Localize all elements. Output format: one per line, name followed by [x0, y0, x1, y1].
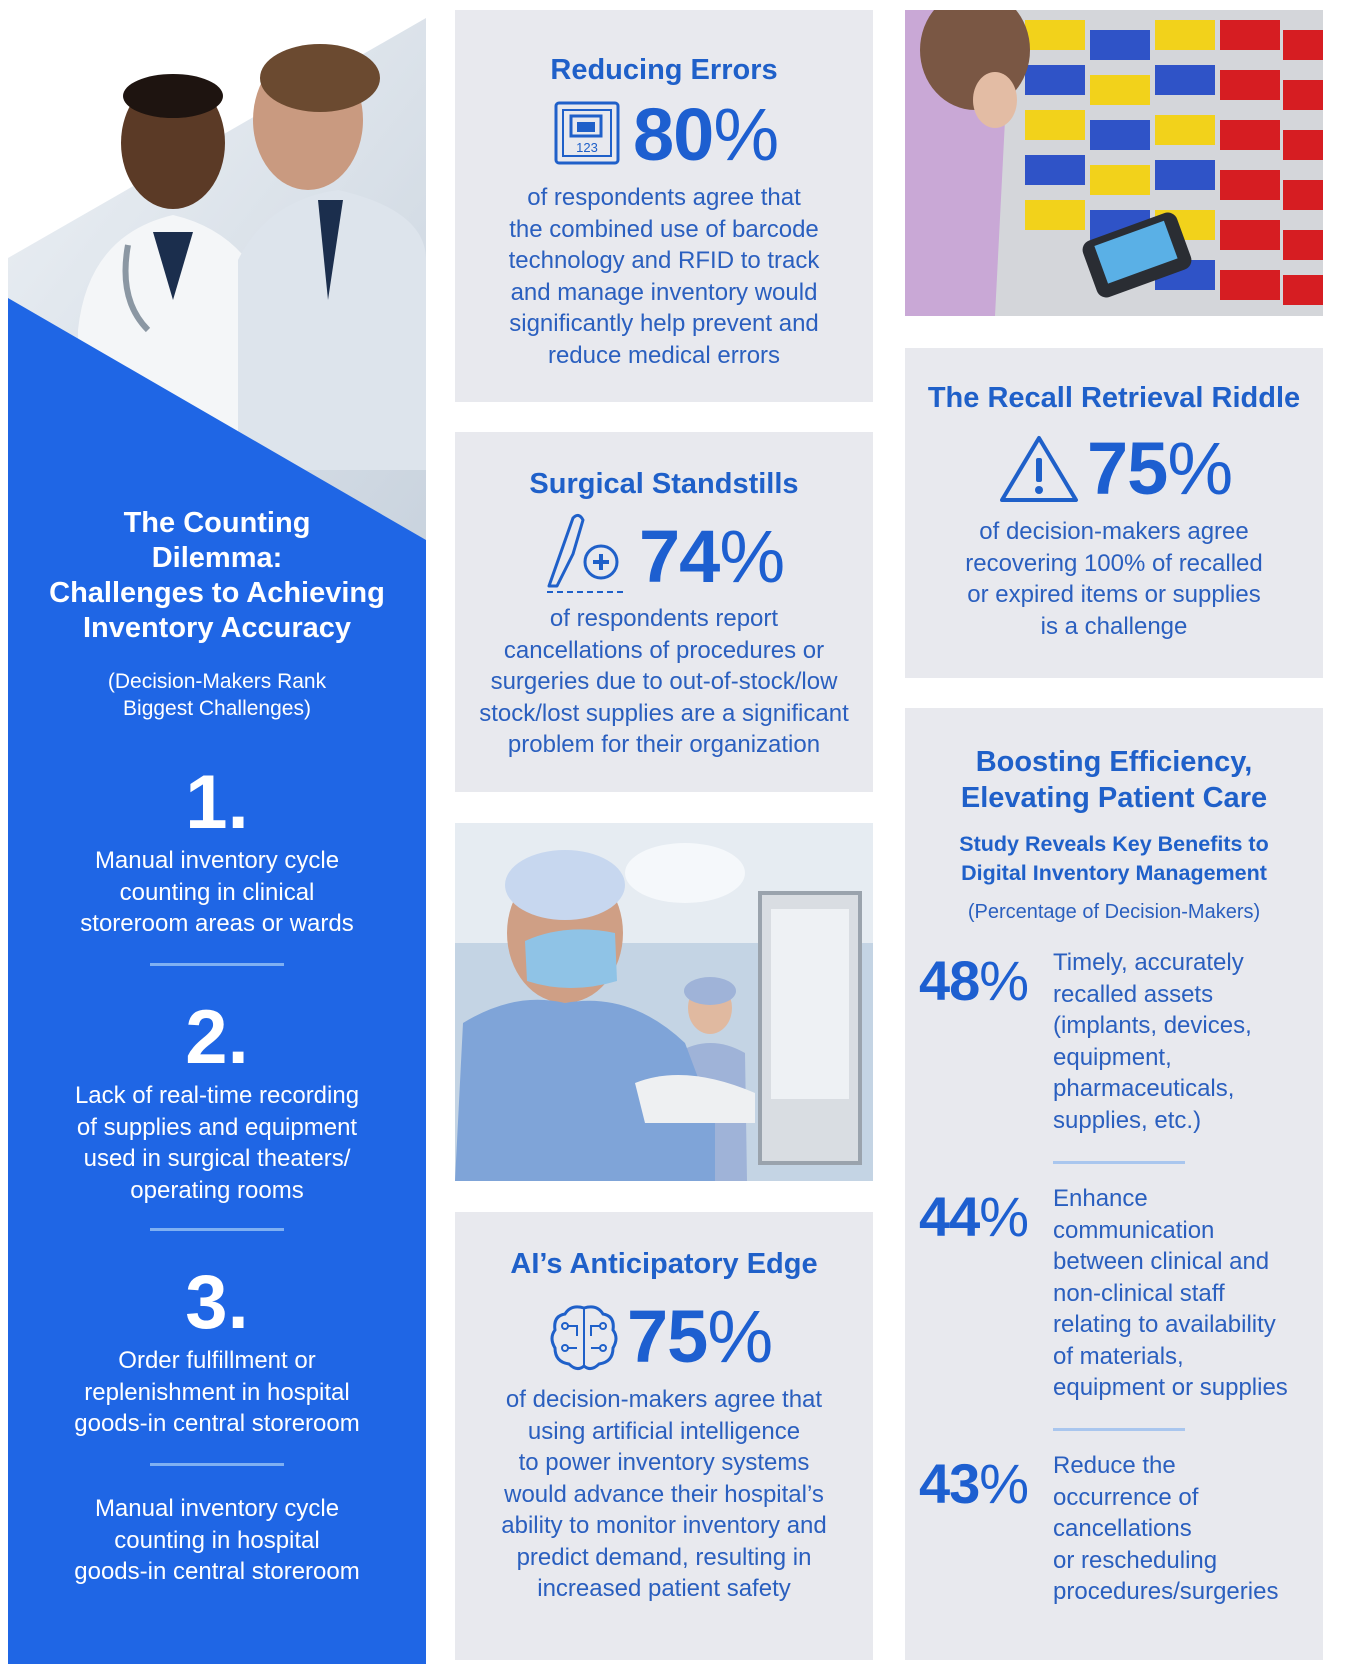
rank-3-text [28, 1345, 406, 1440]
benefit-line: procedures/surgeries [1053, 1578, 1279, 1605]
desc-line: ability to monitor inventory and [501, 1512, 827, 1539]
benefit-text [1053, 1183, 1313, 1404]
ai-description [455, 1384, 873, 1605]
errors-stat [633, 93, 779, 176]
benefit-line: Reduce the [1053, 1452, 1176, 1479]
stat-percent: % [979, 949, 1029, 1012]
rank-1-text [28, 845, 406, 940]
stat-value: 75 [1087, 427, 1168, 510]
stat-percent: % [713, 93, 779, 176]
stat-value: 75 [627, 1295, 708, 1378]
stat-percent: % [719, 515, 785, 598]
benefit-divider [1053, 1161, 1185, 1164]
desc-line: the combined use of barcode [509, 215, 819, 243]
reducing-errors-card [455, 10, 873, 402]
rank-line: storeroom areas or wards [80, 910, 354, 937]
benefit-line: equipment, [1053, 1043, 1172, 1071]
benefit-divider [1053, 1428, 1185, 1431]
scalpel-icon [543, 510, 629, 601]
desc-line: of respondents agree that [527, 184, 801, 211]
efficiency-subtitle [905, 830, 1323, 888]
recall-stat [1087, 427, 1233, 510]
surgical-stat [639, 515, 785, 598]
benefit-line: (implants, devices, [1053, 1012, 1252, 1039]
benefit-line: between clinical and [1053, 1248, 1270, 1275]
card-title: Reducing Errors [550, 54, 778, 86]
subtitle-line: Digital Inventory Management [961, 861, 1267, 885]
rank-line: goods-in central storeroom [74, 1410, 360, 1437]
desc-line: surgeries due to out-of-stock/low [490, 668, 838, 695]
desc-line: significantly help prevent and [509, 310, 819, 337]
benefit-line: Enhance [1053, 1185, 1148, 1212]
benefit-line: relating to availability [1053, 1311, 1276, 1338]
rank-line: used in surgical theaters/ [83, 1145, 351, 1172]
surgical-standstills-card [455, 432, 873, 792]
divider [150, 1228, 284, 1231]
ai-anticipatory-card [455, 1212, 873, 1660]
benefit-stat [919, 1185, 1029, 1248]
rank-line: operating rooms [130, 1176, 304, 1204]
rank-line: Lack of real-time recording [74, 1082, 360, 1109]
subtitle-line: Biggest Challenges) [123, 697, 311, 720]
benefit-row [905, 949, 1325, 1143]
benefit-line: of materials, [1053, 1342, 1184, 1370]
rank-line: goods-in central storeroom [74, 1558, 360, 1585]
desc-line: using artificial intelligence [527, 1417, 801, 1445]
title-line: Boosting Efficiency, [975, 746, 1253, 778]
stat-percent: % [1167, 427, 1233, 510]
stat-value: 44 [919, 1185, 980, 1248]
desc-line: of decision-makers agree that [505, 1386, 823, 1413]
stat-value: 48 [919, 949, 980, 1012]
stat-percent: % [979, 1452, 1029, 1515]
stat-percent: % [979, 1185, 1029, 1248]
rank-2-text [28, 1080, 406, 1206]
card-title: Surgical Standstills [529, 468, 799, 500]
stat-percent: % [707, 1295, 773, 1378]
desc-line: cancellations of procedures or [503, 636, 825, 664]
rank-line: counting in clinical [119, 878, 315, 906]
challenges-column [8, 0, 426, 1664]
title-line: Elevating Patient Care [960, 782, 1268, 814]
rank-line: Manual inventory cycle [94, 1495, 340, 1522]
card-title: The Recall Retrieval Riddle [927, 382, 1301, 414]
benefit-line: recalled assets [1053, 980, 1214, 1008]
desc-line: would advance their hospital’s [504, 1480, 824, 1508]
card-title: AI’s Anticipatory Edge [510, 1248, 818, 1280]
desc-line: or expired items or supplies [967, 581, 1261, 608]
desc-line: and manage inventory would [510, 278, 818, 306]
benefit-stat [919, 1452, 1029, 1515]
title-line: Dilemma: [151, 542, 283, 574]
subtitle-line: (Decision-Makers Rank [107, 670, 327, 693]
benefit-row [905, 1452, 1325, 1626]
surgeon-photo [455, 823, 873, 1181]
desc-line: increased patient safety [537, 1575, 791, 1602]
divider [150, 963, 284, 966]
desc-line: of decision-makers agree [979, 518, 1249, 545]
rank-line: Order fulfillment or [118, 1347, 316, 1374]
rank-2-number: 2. [185, 995, 249, 1080]
svg-text:123: 123 [576, 140, 598, 155]
benefit-line: Timely, accurately [1053, 949, 1244, 976]
surgical-description [455, 603, 873, 761]
benefit-line: communication [1053, 1216, 1215, 1244]
rank-line: Manual inventory cycle [94, 847, 340, 874]
desc-line: predict demand, resulting in [516, 1543, 812, 1571]
rank-line: replenishment in hospital [84, 1378, 350, 1406]
recall-description [905, 516, 1323, 642]
desc-line: stock/lost supplies are a significant [479, 699, 849, 727]
stat-value: 43 [919, 1452, 980, 1515]
desc-line: to power inventory systems [518, 1449, 810, 1476]
brain-circuit-icon [549, 1302, 619, 1377]
benefit-line: pharmaceuticals, [1053, 1075, 1235, 1102]
rank-1-number: 1. [185, 760, 249, 845]
benefit-line: or rescheduling [1053, 1546, 1218, 1574]
title-line: The Counting [123, 507, 311, 539]
desc-line: problem for their organization [507, 731, 821, 758]
efficiency-title [905, 744, 1323, 816]
rank-4-text [28, 1493, 406, 1588]
desc-line: reduce medical errors [547, 341, 781, 369]
ai-stat [627, 1295, 773, 1378]
challenges-subtitle [8, 668, 426, 722]
benefit-text [1053, 947, 1313, 1136]
benefit-line: supplies, etc.) [1053, 1106, 1202, 1134]
storeroom-photo [905, 10, 1323, 316]
efficiency-note: (Percentage of Decision-Makers) [967, 901, 1261, 923]
rank-line: of supplies and equipment [76, 1113, 358, 1141]
benefit-stat [919, 949, 1029, 1012]
title-line: Challenges to Achieving [49, 577, 385, 609]
desc-line: of respondents report [549, 605, 779, 632]
benefit-row [905, 1185, 1325, 1419]
stat-value: 80 [633, 93, 714, 176]
rank-3-number: 3. [185, 1260, 249, 1345]
divider [150, 1463, 284, 1466]
desc-line: recovering 100% of recalled [965, 549, 1263, 577]
title-line: Inventory Accuracy [82, 612, 352, 644]
stat-value: 74 [639, 515, 720, 598]
desc-line: technology and RFID to track [508, 247, 820, 274]
boosting-efficiency-card [905, 708, 1323, 1660]
subtitle-line: Study Reveals Key Benefits to [959, 832, 1269, 856]
desc-line: is a challenge [1040, 612, 1188, 640]
errors-description [455, 182, 873, 371]
benefit-line: occurrence of [1053, 1483, 1199, 1511]
benefit-line: non-clinical staff [1053, 1279, 1225, 1307]
barcode-icon [553, 100, 621, 171]
challenges-title [8, 506, 426, 646]
benefit-line: cancellations [1053, 1515, 1192, 1542]
benefit-text [1053, 1450, 1313, 1608]
benefit-line: equipment or supplies [1053, 1374, 1288, 1401]
recall-retrieval-card [905, 348, 1323, 678]
rank-line: counting in hospital [114, 1526, 320, 1554]
warning-icon [999, 434, 1079, 509]
